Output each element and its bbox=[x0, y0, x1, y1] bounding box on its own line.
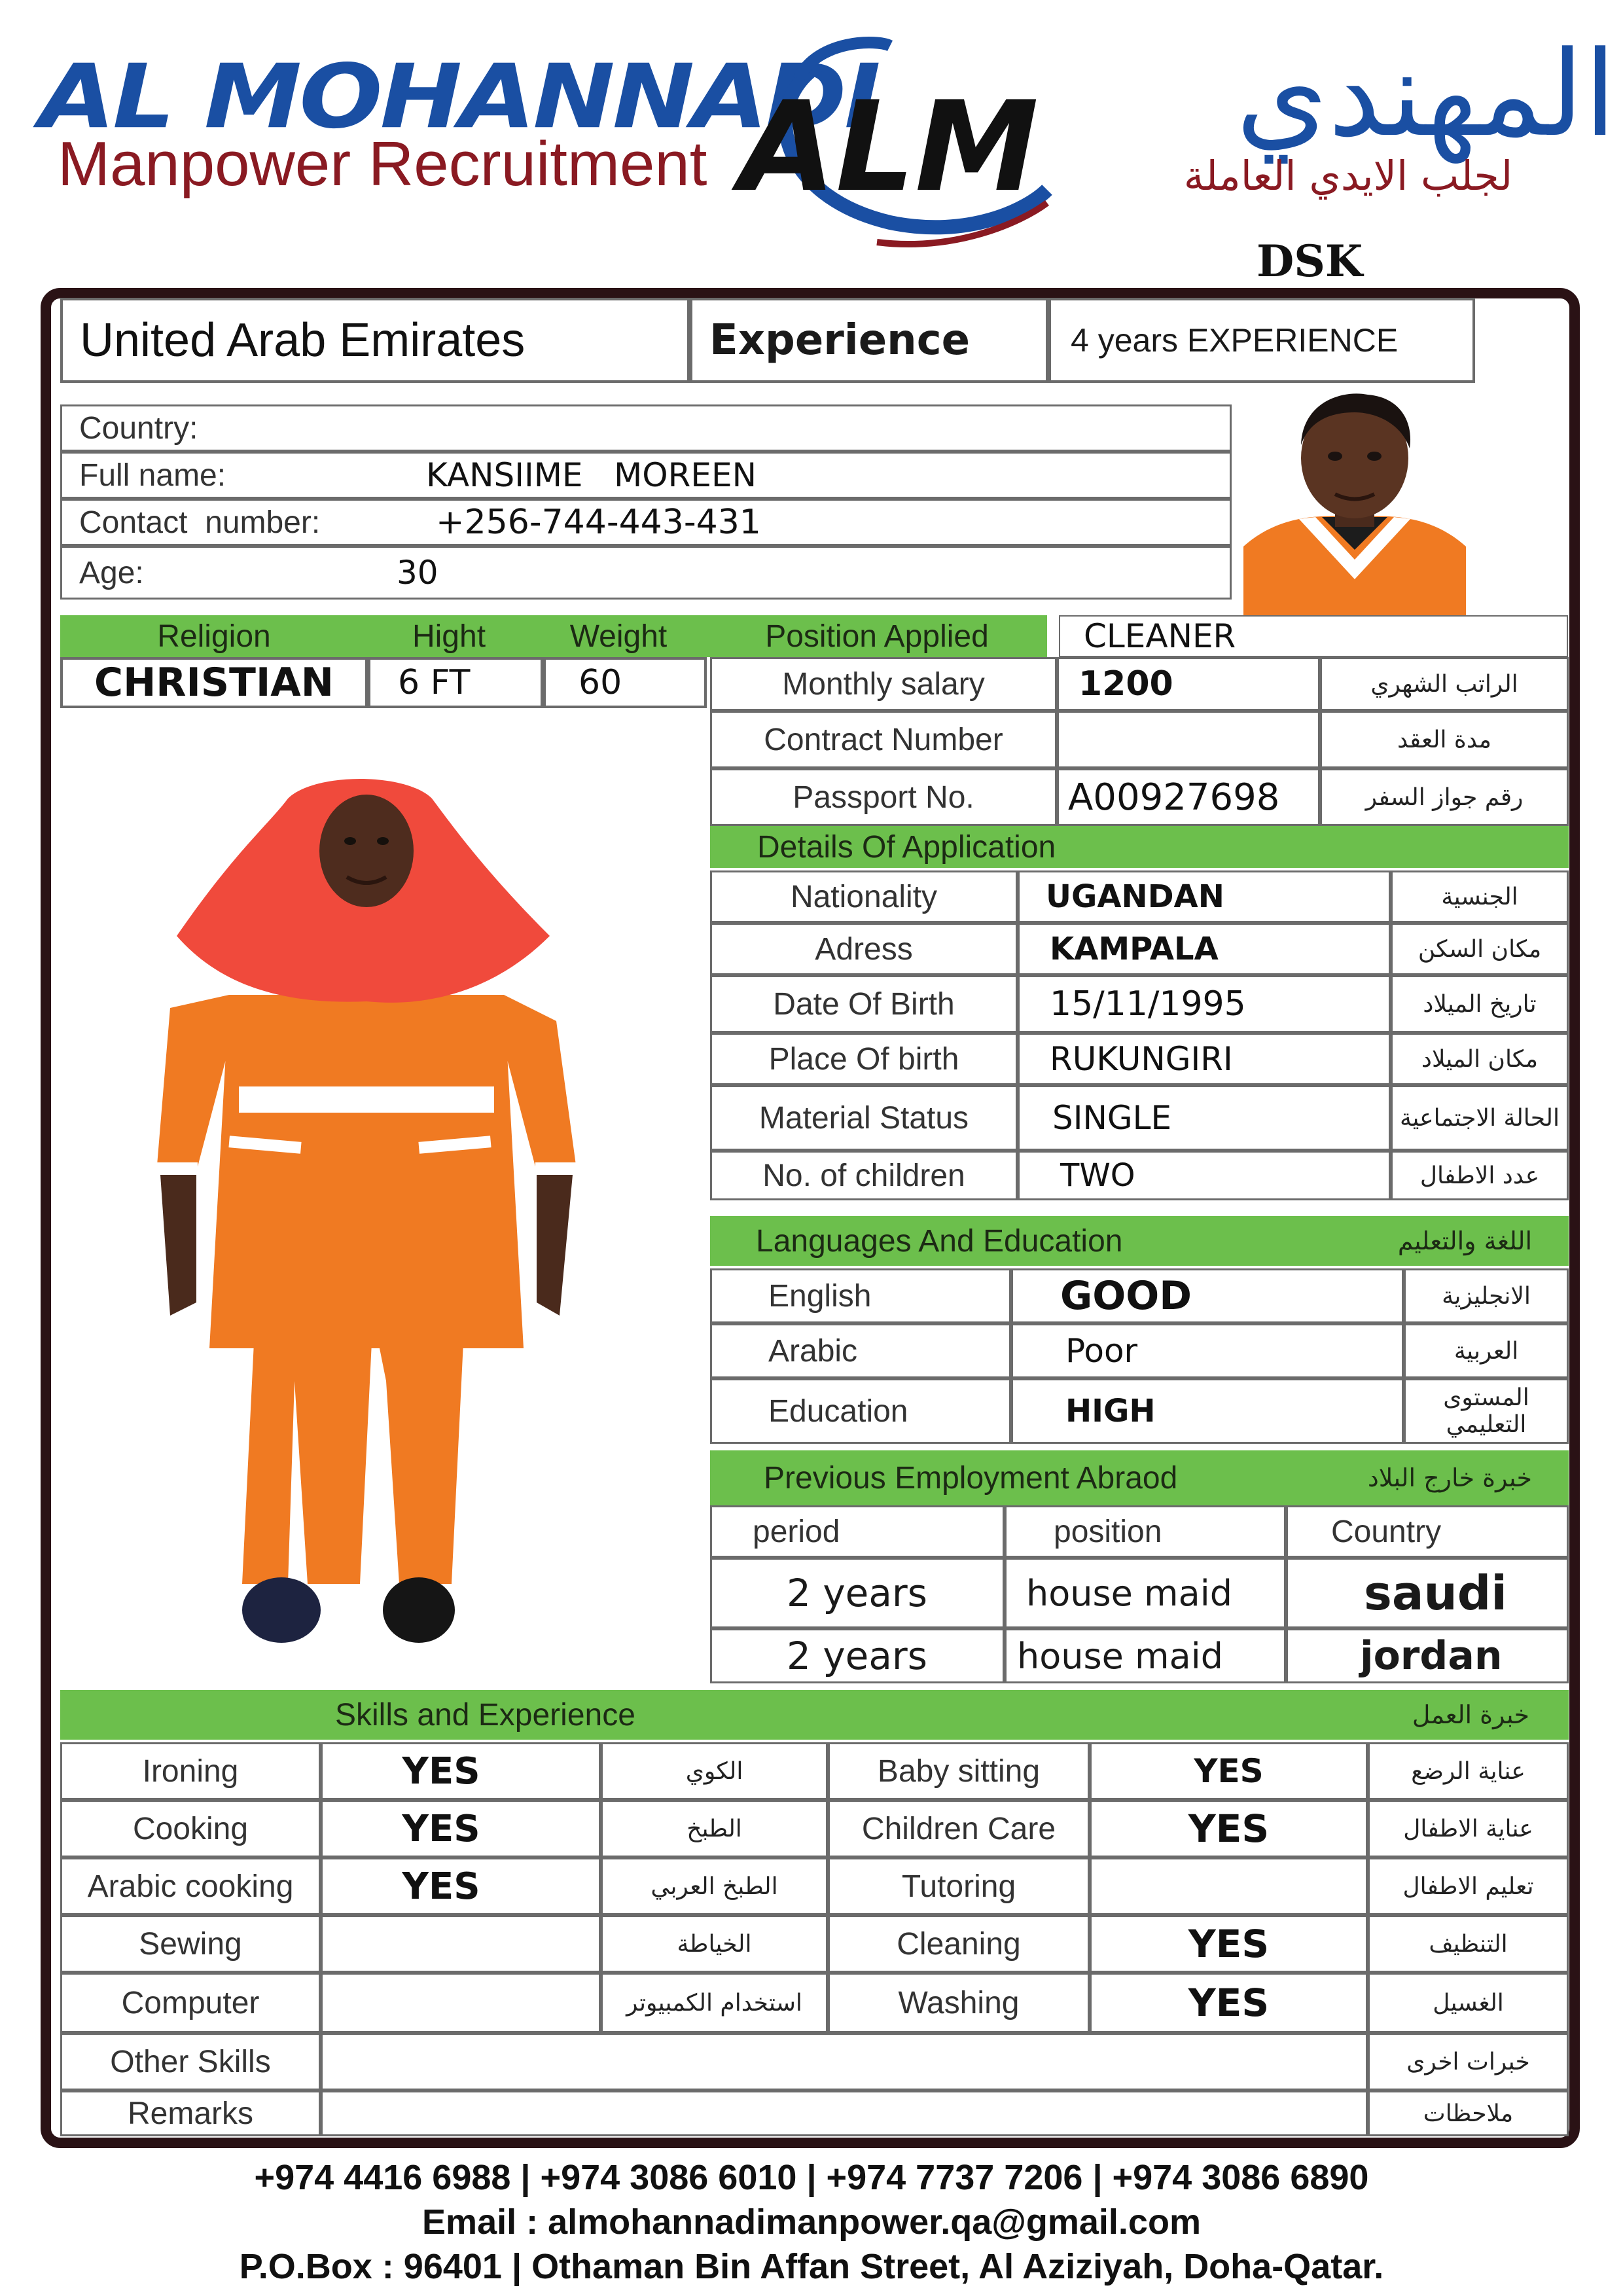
weight-header bbox=[530, 615, 707, 657]
contact-value: +256-744-443-431 bbox=[436, 503, 761, 542]
employment-row-2-position-cell bbox=[1005, 1628, 1286, 1683]
address-value: KAMPALA bbox=[1050, 931, 1219, 967]
other-skills-label: Other Skills bbox=[110, 2044, 271, 2079]
skill-washing-value-cell bbox=[1090, 1973, 1368, 2033]
address-ar: مكان السكن bbox=[1418, 935, 1542, 963]
position-header-cell bbox=[1005, 1505, 1286, 1558]
skill-cleaning-ar-cell bbox=[1368, 1915, 1569, 1973]
passport-ar: رقم جواز السفر bbox=[1365, 783, 1524, 811]
remarks-label-cell bbox=[60, 2090, 321, 2136]
experience-label-cell bbox=[690, 298, 1048, 383]
brand-name: AL MOHANNADI bbox=[39, 46, 878, 149]
passport-value-cell bbox=[1057, 768, 1320, 826]
education-label: Education bbox=[768, 1393, 908, 1429]
height-header bbox=[368, 615, 530, 657]
experience-value: 4 years EXPERIENCE bbox=[1071, 322, 1399, 359]
education-label-cell bbox=[710, 1378, 1011, 1444]
passport-value: A00927698 bbox=[1068, 776, 1280, 819]
address-label-cell bbox=[710, 923, 1018, 975]
height-value-cell bbox=[368, 657, 543, 708]
english-value: GOOD bbox=[1060, 1273, 1192, 1319]
children-value: TWO bbox=[1060, 1157, 1135, 1194]
english-ar: الانجليزية bbox=[1442, 1282, 1531, 1310]
skill-babysitting-value: YES bbox=[1194, 1752, 1264, 1790]
skill-washing-label: Washing bbox=[898, 1985, 1020, 2020]
age-row bbox=[60, 546, 1232, 600]
passport-label-cell bbox=[710, 768, 1057, 826]
nationality-value-cell bbox=[1018, 870, 1391, 923]
skill-childcare-value: YES bbox=[1188, 1806, 1270, 1851]
english-label: English bbox=[768, 1278, 872, 1314]
arabic-value-cell bbox=[1011, 1323, 1404, 1378]
children-label-cell bbox=[710, 1151, 1018, 1200]
remarks-ar-cell bbox=[1368, 2090, 1569, 2136]
skill-tutoring-ar-cell bbox=[1368, 1857, 1569, 1915]
portrait-photo bbox=[1237, 383, 1472, 615]
religion-value-cell bbox=[60, 657, 368, 708]
skill-tutoring-value-cell bbox=[1090, 1857, 1368, 1915]
religion-value: CHRISTIAN bbox=[94, 660, 334, 706]
address-value-cell bbox=[1018, 923, 1391, 975]
skill-sewing-label: Sewing bbox=[139, 1926, 242, 1962]
dob-value-cell bbox=[1018, 975, 1391, 1033]
skill-cooking-ar: الطبخ bbox=[687, 1815, 742, 1842]
skill-babysitting-value-cell bbox=[1090, 1742, 1368, 1800]
period-header: period bbox=[753, 1514, 840, 1549]
skill-cleaning-value-cell bbox=[1090, 1915, 1368, 1973]
address-label: Adress bbox=[815, 931, 913, 967]
other-skills-ar-cell bbox=[1368, 2033, 1569, 2090]
languages-title-ar: اللغة والتعليم bbox=[1397, 1227, 1532, 1255]
height-label: Hight bbox=[412, 619, 486, 654]
children-ar-cell bbox=[1391, 1151, 1569, 1200]
skill-washing-ar: الغسيل bbox=[1433, 1989, 1504, 2017]
skill-childcare-label: Children Care bbox=[861, 1811, 1056, 1846]
position-header bbox=[707, 615, 1047, 657]
english-ar-cell bbox=[1404, 1268, 1569, 1323]
country-row bbox=[60, 404, 1232, 452]
age-label: Age: bbox=[79, 555, 144, 590]
position-value: CLEANER bbox=[1084, 617, 1236, 655]
employment-row-1-position-cell bbox=[1005, 1558, 1286, 1628]
contract-label-cell bbox=[710, 711, 1057, 768]
salary-ar: الراتب الشهري bbox=[1370, 670, 1518, 698]
experience-label: Experience bbox=[709, 316, 971, 365]
marital-value: SINGLE bbox=[1052, 1099, 1172, 1137]
country-col-header: Country bbox=[1331, 1514, 1442, 1549]
employment-row-2-position: house maid bbox=[1017, 1635, 1223, 1677]
position-label: Position Applied bbox=[765, 619, 989, 654]
marital-ar-cell bbox=[1391, 1085, 1569, 1151]
brand-name-arabic: المهندي bbox=[1236, 26, 1616, 163]
nationality-ar: الجنسية bbox=[1441, 883, 1518, 910]
weight-value-cell bbox=[543, 657, 707, 708]
country-label: Country: bbox=[79, 410, 198, 446]
marital-value-cell bbox=[1018, 1085, 1391, 1151]
skill-sewing-ar: الخياطة bbox=[677, 1930, 752, 1958]
position-value-cell bbox=[1059, 615, 1568, 657]
skill-cooking-ar-cell bbox=[601, 1800, 828, 1857]
skill-arabic-cooking-cell bbox=[60, 1857, 321, 1915]
passport-label: Passport No. bbox=[793, 780, 974, 815]
skill-arabic-cooking-value-cell bbox=[321, 1857, 601, 1915]
skill-washing-ar-cell bbox=[1368, 1973, 1569, 2033]
marital-label: Material Status bbox=[758, 1100, 969, 1136]
languages-section-header bbox=[710, 1216, 1569, 1266]
skill-ironing-cell bbox=[60, 1742, 321, 1800]
skill-babysitting-label: Baby sitting bbox=[877, 1753, 1041, 1789]
arabic-ar-cell bbox=[1404, 1323, 1569, 1378]
weight-label: Weight bbox=[569, 619, 668, 654]
skill-cooking-label: Cooking bbox=[132, 1811, 249, 1846]
education-ar-cell bbox=[1404, 1378, 1569, 1444]
period-header-cell bbox=[710, 1505, 1005, 1558]
skill-tutoring-ar: تعليم الاطفال bbox=[1402, 1873, 1534, 1900]
skill-tutoring-cell bbox=[828, 1857, 1090, 1915]
children-label: No. of children bbox=[762, 1158, 965, 1193]
position-col-header: position bbox=[1054, 1514, 1162, 1549]
contact-label: Contact number: bbox=[79, 505, 321, 540]
arabic-label: Arabic bbox=[768, 1333, 858, 1369]
full-body-photo bbox=[157, 772, 576, 1662]
alm-logo bbox=[720, 26, 1060, 249]
application-section-header bbox=[710, 826, 1569, 868]
footer-email: Email : almohannadimanpower.qa@gmail.com bbox=[422, 2202, 1201, 2242]
contract-ar-cell bbox=[1320, 711, 1569, 768]
employment-row-2-country: jordan bbox=[1360, 1633, 1503, 1679]
education-ar: المستوى التعليمي bbox=[1443, 1384, 1529, 1438]
skill-washing-value: YES bbox=[1188, 1981, 1270, 2025]
skill-babysitting-cell bbox=[828, 1742, 1090, 1800]
english-label-cell bbox=[710, 1268, 1011, 1323]
pob-value-cell bbox=[1018, 1033, 1391, 1085]
skill-computer-ar: استخدام الكمبيوتر bbox=[626, 1989, 802, 2017]
skill-cooking-value-cell bbox=[321, 1800, 601, 1857]
arabic-label-cell bbox=[710, 1323, 1011, 1378]
skill-cleaning-ar: التنظيف bbox=[1429, 1930, 1508, 1958]
brand-tagline-arabic: لجلب الايدي العاملة bbox=[1183, 152, 1513, 200]
english-value-cell bbox=[1011, 1268, 1404, 1323]
skill-computer-ar-cell bbox=[601, 1973, 828, 2033]
employment-title: Previous Employment Abraod bbox=[764, 1460, 1178, 1496]
dob-label-cell bbox=[710, 975, 1018, 1033]
skill-ironing-ar-cell bbox=[601, 1742, 828, 1800]
remarks-label: Remarks bbox=[127, 2096, 254, 2131]
nationality-ar-cell bbox=[1391, 870, 1569, 923]
footer-address: P.O.Box : 96401 | Othaman Bin Affan Street, Al Aziziyah, Doha-Qatar. bbox=[239, 2247, 1384, 2286]
reference-code: DSK bbox=[1257, 236, 1363, 287]
skills-section-header bbox=[60, 1690, 1569, 1740]
skill-cleaning-value: YES bbox=[1188, 1922, 1270, 1966]
skills-title: Skills and Experience bbox=[335, 1697, 635, 1732]
skill-computer-label: Computer bbox=[121, 1985, 260, 2020]
name-row bbox=[60, 452, 1232, 499]
skill-sewing-value-cell bbox=[321, 1915, 601, 1973]
name-value: KANSIIME MOREEN bbox=[426, 456, 757, 494]
height-value: 6 FT bbox=[398, 663, 471, 702]
education-value: HIGH bbox=[1065, 1393, 1156, 1429]
name-label: Full name: bbox=[79, 457, 226, 493]
skill-arabic-cooking-label: Arabic cooking bbox=[87, 1869, 294, 1904]
marital-ar: الحالة الاجتماعية bbox=[1400, 1104, 1560, 1132]
contract-label: Contract Number bbox=[764, 722, 1003, 757]
employment-row-1-position: house maid bbox=[1026, 1572, 1232, 1614]
contract-ar: مدة العقد bbox=[1397, 726, 1491, 753]
contact-row bbox=[60, 499, 1232, 546]
skills-title-ar: خبرة العمل bbox=[1412, 1700, 1529, 1729]
education-value-cell bbox=[1011, 1378, 1404, 1444]
employment-row-2-period: 2 years bbox=[787, 1634, 927, 1678]
pob-value: RUKUNGIRI bbox=[1050, 1040, 1233, 1078]
address-ar-cell bbox=[1391, 923, 1569, 975]
salary-label: Monthly salary bbox=[782, 666, 985, 702]
application-title: Details Of Application bbox=[757, 829, 1056, 865]
weight-value: 60 bbox=[579, 663, 622, 702]
employment-section-header bbox=[710, 1450, 1569, 1505]
brand-tagline: Manpower Recruitment bbox=[58, 129, 707, 199]
skill-computer-cell bbox=[60, 1973, 321, 2033]
skill-washing-cell bbox=[828, 1973, 1090, 2033]
age-value: 30 bbox=[397, 554, 438, 592]
skill-cooking-value: YES bbox=[402, 1807, 480, 1850]
religion-label: Religion bbox=[157, 619, 271, 654]
passport-ar-cell bbox=[1320, 768, 1569, 826]
skill-ironing-value: YES bbox=[402, 1749, 480, 1793]
other-skills-value-cell bbox=[321, 2033, 1368, 2090]
skill-tutoring-label: Tutoring bbox=[901, 1869, 1016, 1904]
pob-ar: مكان الميلاد bbox=[1421, 1045, 1539, 1073]
country-header-cell bbox=[1286, 1505, 1569, 1558]
pob-ar-cell bbox=[1391, 1033, 1569, 1085]
employment-row-1-period: 2 years bbox=[787, 1571, 927, 1615]
skill-ironing-ar: الكوي bbox=[685, 1757, 743, 1785]
destination-country: United Arab Emirates bbox=[80, 314, 526, 367]
children-value-cell bbox=[1018, 1151, 1391, 1200]
children-ar: عدد الاطفال bbox=[1419, 1162, 1540, 1189]
skill-childcare-value-cell bbox=[1090, 1800, 1368, 1857]
dob-ar: تاريخ الميلاد bbox=[1423, 990, 1537, 1018]
languages-title: Languages And Education bbox=[756, 1223, 1123, 1259]
nationality-label-cell bbox=[710, 870, 1018, 923]
salary-value-cell bbox=[1057, 657, 1320, 711]
employment-row-2-country-cell bbox=[1286, 1628, 1569, 1683]
salary-label-cell bbox=[710, 657, 1057, 711]
skill-babysitting-ar: عناية الرضع bbox=[1411, 1757, 1525, 1785]
skill-cleaning-label: Cleaning bbox=[897, 1926, 1021, 1962]
skill-arabic-cooking-ar-cell bbox=[601, 1857, 828, 1915]
skill-cleaning-cell bbox=[828, 1915, 1090, 1973]
experience-value-cell bbox=[1048, 298, 1475, 383]
contract-value-cell bbox=[1057, 711, 1320, 768]
arabic-ar: العربية bbox=[1454, 1337, 1519, 1365]
skill-computer-value-cell bbox=[321, 1973, 601, 2033]
skill-ironing-value-cell bbox=[321, 1742, 601, 1800]
employment-row-1-country-cell bbox=[1286, 1558, 1569, 1628]
employment-title-ar: خبرة خارج البلاد bbox=[1367, 1463, 1532, 1492]
skill-arabic-cooking-ar: الطبخ العربي bbox=[651, 1873, 778, 1900]
skill-childcare-cell bbox=[828, 1800, 1090, 1857]
employment-row-2-period-cell bbox=[710, 1628, 1005, 1683]
other-skills-label-cell bbox=[60, 2033, 321, 2090]
dob-label: Date Of Birth bbox=[773, 986, 955, 1022]
nationality-label: Nationality bbox=[790, 879, 938, 914]
marital-label-cell bbox=[710, 1085, 1018, 1151]
other-skills-ar: خبرات اخرى bbox=[1406, 2048, 1530, 2075]
skill-sewing-cell bbox=[60, 1915, 321, 1973]
remarks-value-cell bbox=[321, 2090, 1368, 2136]
skill-childcare-ar: عناية الاطفال bbox=[1403, 1815, 1533, 1842]
skill-childcare-ar-cell bbox=[1368, 1800, 1569, 1857]
pob-label: Place Of birth bbox=[768, 1041, 959, 1077]
dob-value: 15/11/1995 bbox=[1050, 984, 1246, 1024]
remarks-ar: ملاحظات bbox=[1423, 2100, 1514, 2127]
nationality-value: UGANDAN bbox=[1046, 878, 1224, 915]
skill-babysitting-ar-cell bbox=[1368, 1742, 1569, 1800]
salary-ar-cell bbox=[1320, 657, 1569, 711]
skill-arabic-cooking-value: YES bbox=[402, 1865, 480, 1908]
footer-phones: +974 4416 6988 | +974 3086 6010 | +974 7737 7206 | +974 3086 6890 bbox=[254, 2158, 1369, 2197]
pob-label-cell bbox=[710, 1033, 1018, 1085]
logo-text: ALM bbox=[740, 75, 1039, 219]
dob-ar-cell bbox=[1391, 975, 1569, 1033]
religion-header bbox=[60, 615, 368, 657]
arabic-value: Poor bbox=[1065, 1332, 1138, 1370]
salary-value: 1200 bbox=[1079, 664, 1173, 704]
employment-row-1-country: saudi bbox=[1364, 1566, 1507, 1621]
employment-row-1-period-cell bbox=[710, 1558, 1005, 1628]
skill-cooking-cell bbox=[60, 1800, 321, 1857]
skill-ironing-label: Ironing bbox=[142, 1753, 239, 1789]
destination-cell bbox=[60, 298, 690, 383]
skill-sewing-ar-cell bbox=[601, 1915, 828, 1973]
